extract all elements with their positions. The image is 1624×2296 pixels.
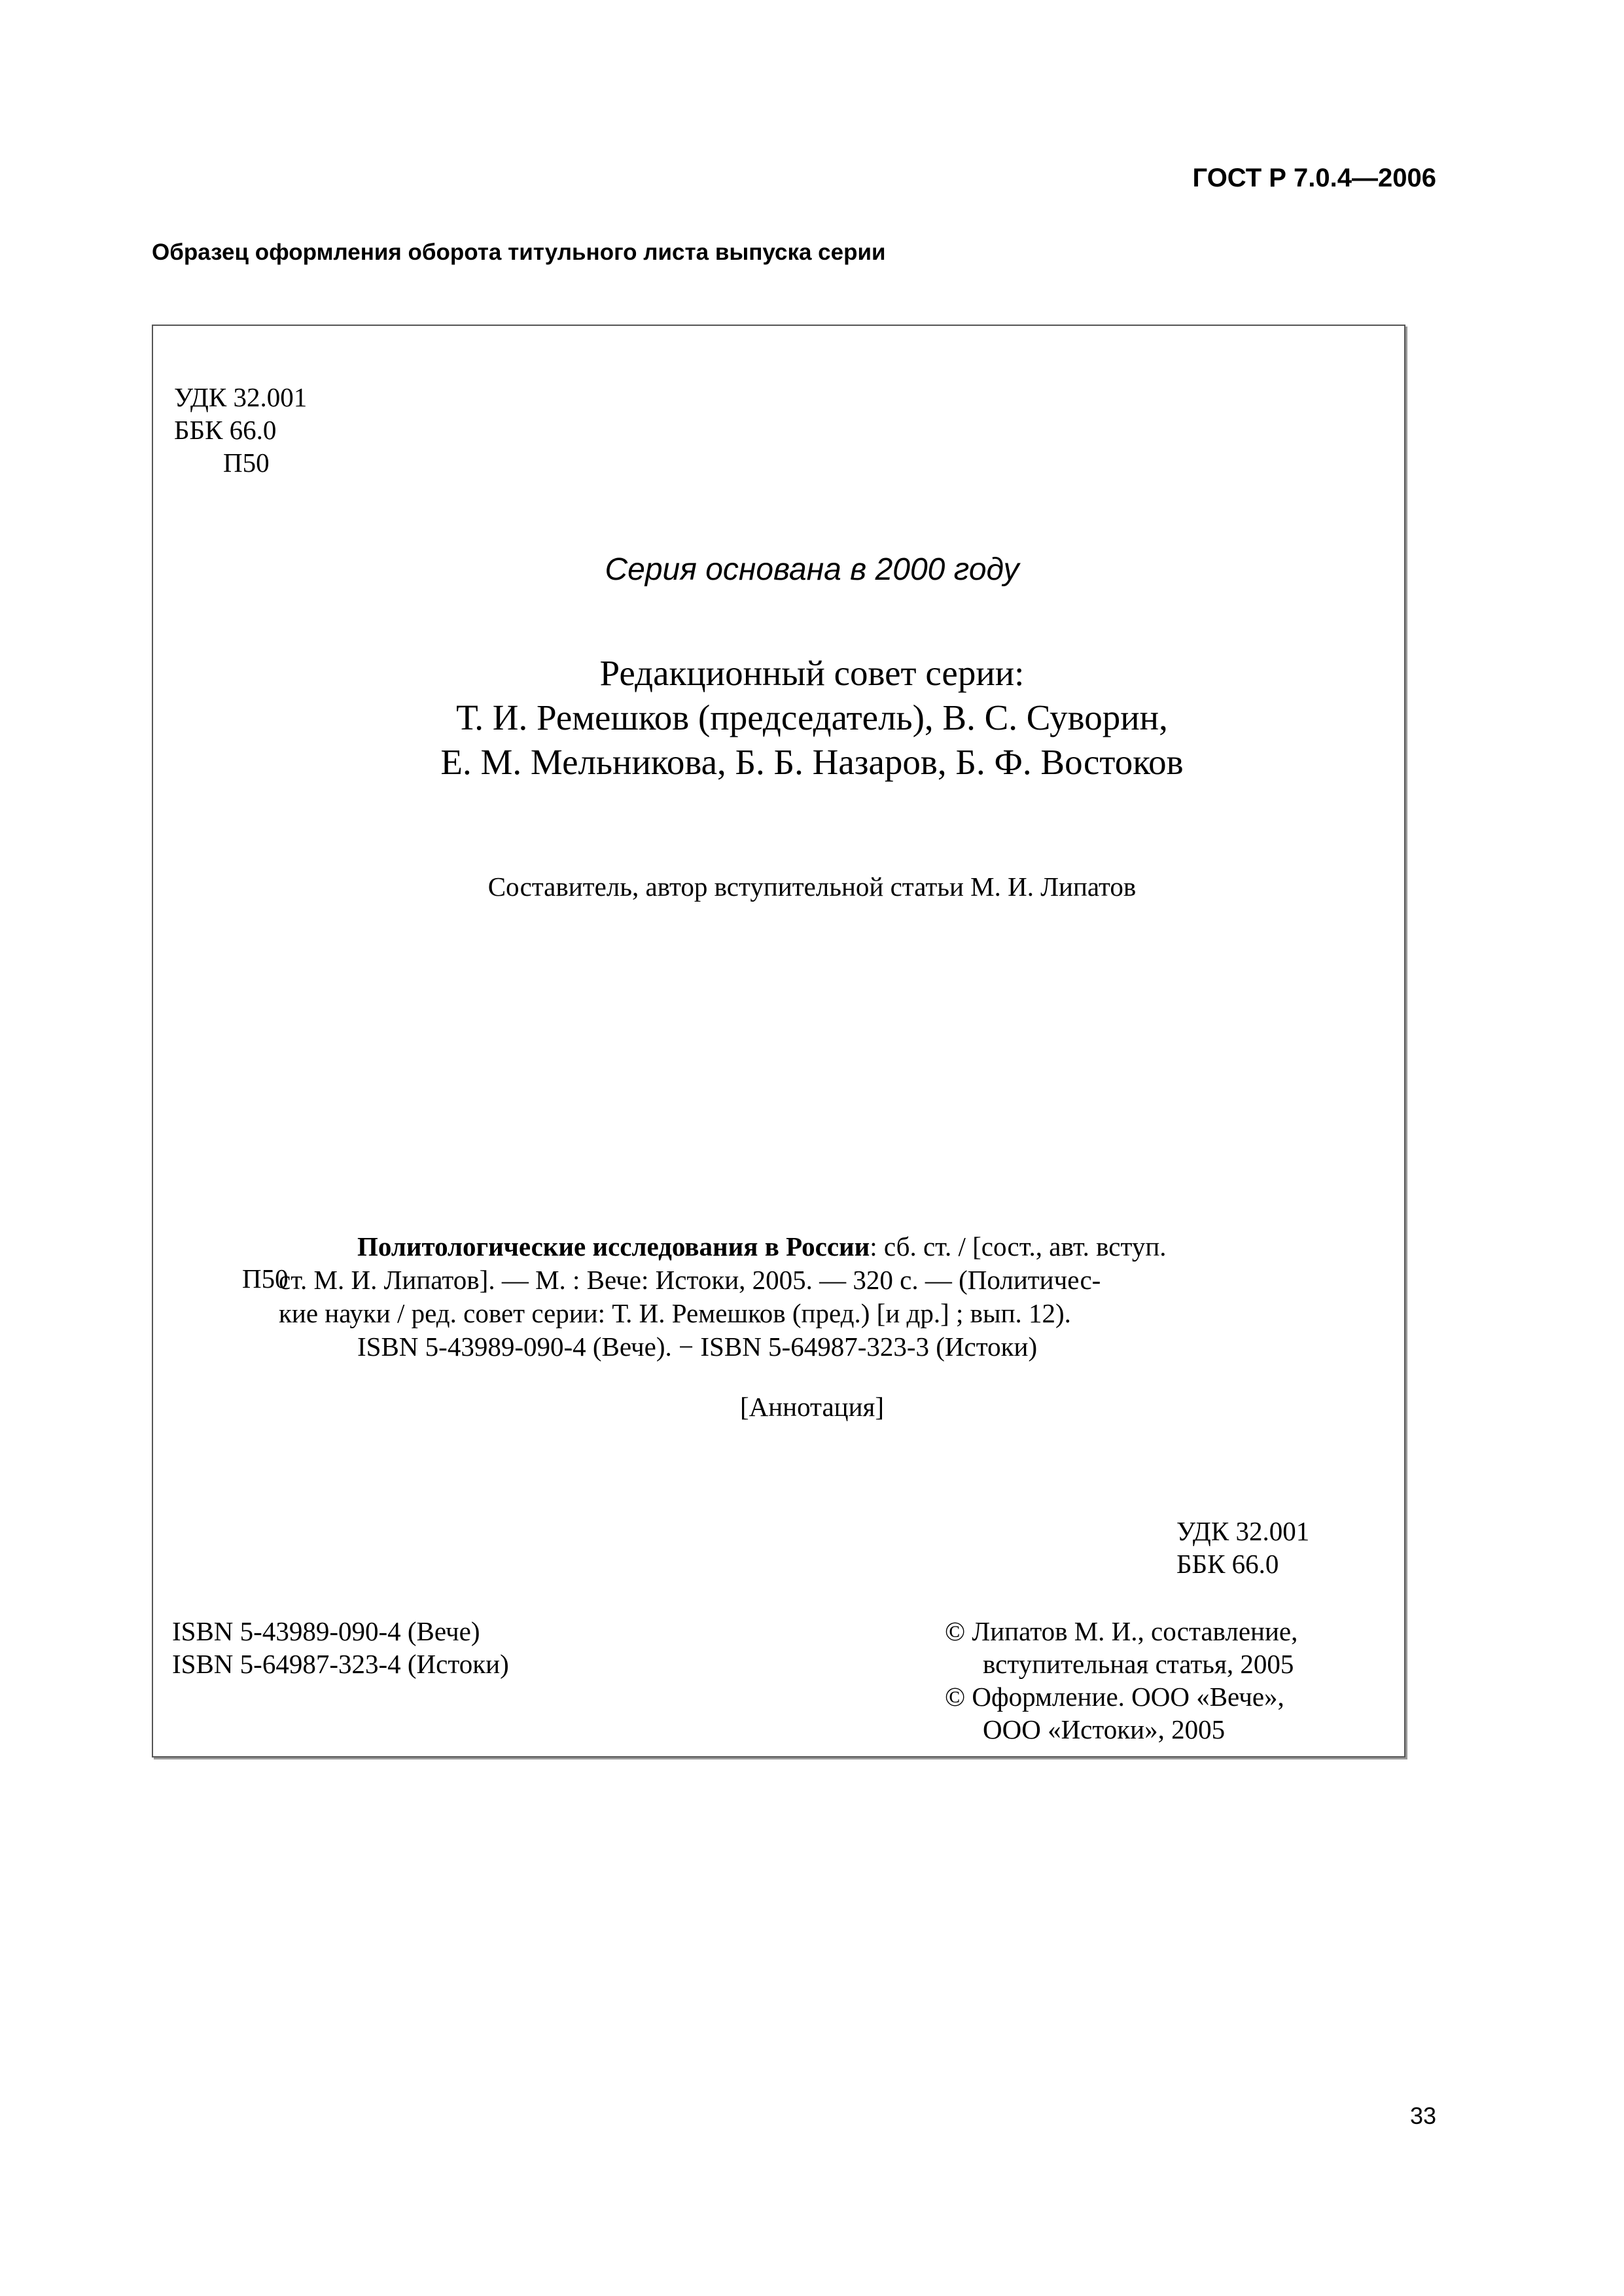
bib-line: ст. М. И. Липатов]. — М. : Вече: Истоки, 2005. — 320 с. — (Политичес-: [279, 1265, 1101, 1295]
bib-title: Политологические исследования в России: [357, 1231, 870, 1262]
series-note: Серия основана в 2000 году: [605, 552, 1019, 587]
udk: УДК 32.001: [1176, 1516, 1310, 1546]
page-number: 33: [1410, 2102, 1437, 2129]
figure-caption: Образец оформления оборота титульного листа выпуска серии: [152, 239, 886, 265]
copyright-line: вступительная статья, 2005: [983, 1649, 1294, 1679]
bib-line: кие науки / ред. совет серии: Т. И. Ремешков (пред.) [и др.] ; вып. 12).: [279, 1298, 1071, 1328]
bibliographic-record: [239, 1230, 1167, 1364]
bbk: ББК 66.0: [174, 415, 277, 445]
top-classification: [174, 381, 307, 479]
board-line: Т. И. Ремешков (председатель), В. С. Суворин,: [456, 698, 1168, 737]
standard-code: ГОСТ Р 7.0.4—2006: [1192, 164, 1436, 192]
bib-line: ISBN 5-43989-090-4 (Вече). − ISBN 5-64987-323-3 (Истоки): [357, 1332, 1038, 1362]
bib-author-mark: П50: [242, 1263, 289, 1294]
bib-text: : сб. ст. / [сост., авт. вступ.: [870, 1231, 1167, 1262]
udk: УДК 32.001: [174, 382, 308, 412]
annotation: [Аннотация]: [739, 1392, 885, 1422]
copyright-line: © Липатов М. И., составление,: [945, 1616, 1298, 1646]
isbn: ISBN 5-64987-323-4 (Истоки): [172, 1649, 509, 1679]
editorial-board: [0, 651, 1624, 785]
copyright-line: ООО «Истоки», 2005: [983, 1714, 1226, 1744]
author-mark: П50: [223, 448, 270, 478]
bbk: ББК 66.0: [1176, 1549, 1279, 1579]
copyright-line: © Оформление. ООО «Вече»,: [945, 1682, 1284, 1712]
bottom-classification: [1176, 1515, 1309, 1580]
bib-line: [239, 1230, 1167, 1263]
board-heading: Редакционный совет серии:: [599, 653, 1025, 693]
copyright-block: [945, 1615, 1297, 1746]
isbn-list: [172, 1615, 509, 1680]
board-line: Е. М. Мельникова, Б. Б. Назаров, Б. Ф. Востоков: [440, 742, 1184, 782]
isbn: ISBN 5-43989-090-4 (Вече): [172, 1616, 480, 1646]
compiler-line: Составитель, автор вступительной статьи М. И. Липатов: [487, 872, 1137, 902]
